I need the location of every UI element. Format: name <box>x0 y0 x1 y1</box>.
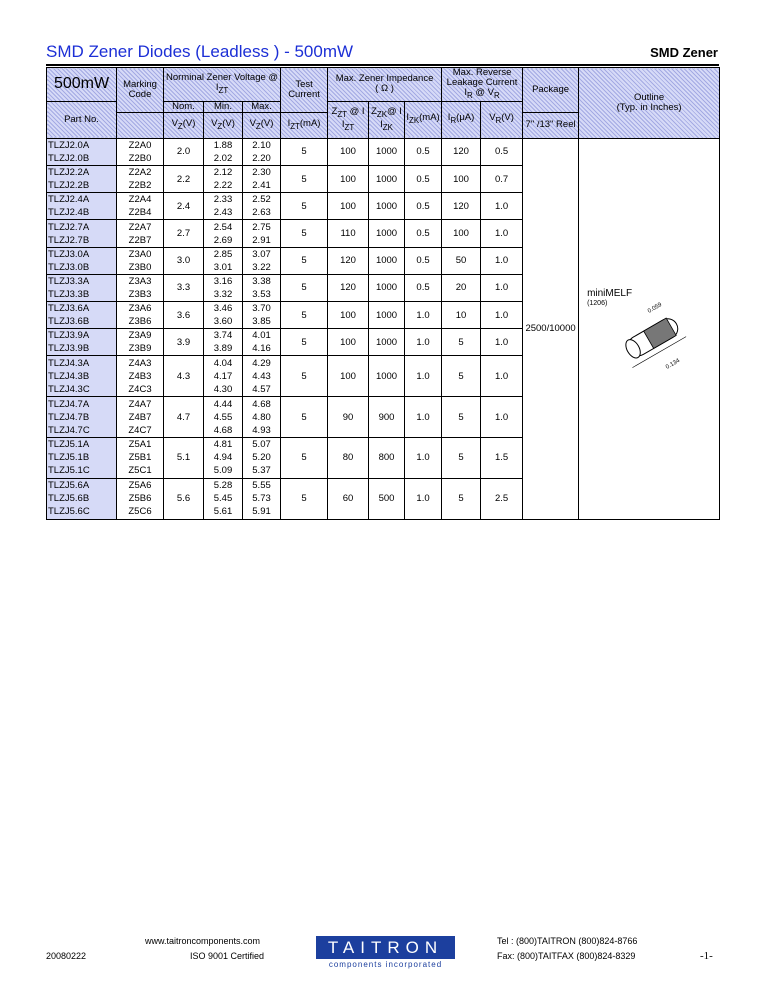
table-row <box>47 138 720 165</box>
part-no-cell <box>47 478 117 519</box>
part-no-cell-line: TLZJ2.7B <box>48 234 90 246</box>
part-no-cell <box>47 220 117 247</box>
part-no-cell-line: TLZJ3.0A <box>48 248 90 260</box>
vz-nom-cell: 5.6 <box>164 478 204 519</box>
spec-table <box>46 67 720 520</box>
part-no-cell-line: TLZJ4.7A <box>48 398 90 410</box>
marking-code-cell <box>117 193 164 220</box>
outline-label: miniMELF (1206) <box>587 287 633 307</box>
ir-cell: 50 <box>442 247 481 274</box>
izt-header: $I_{ZT}(mA)$ <box>281 112 328 138</box>
brand-label: SMD Zener <box>650 45 718 60</box>
vz-max-cell <box>243 220 281 247</box>
marking-code-cell <box>117 437 164 478</box>
leakage-header: Max. Reverse Leakage Current $I_R$ @ $V_R$ <box>442 68 523 102</box>
marking-code-cell <box>117 356 164 397</box>
vz-min-cell-line: 3.16 <box>213 275 233 287</box>
part-no-cell-line: TLZJ5.1A <box>48 439 90 451</box>
marking-code-cell-line: Z2B7 <box>128 234 152 246</box>
izk-cell: 1.0 <box>405 302 442 329</box>
marking-code-cell-line: Z5A1 <box>128 439 152 451</box>
ir-cell: 5 <box>442 397 481 438</box>
vz-max-cell-line: 3.70 <box>252 303 271 315</box>
part-no-cell-line: TLZJ2.4B <box>48 207 90 219</box>
part-no-cell <box>47 302 117 329</box>
izk-cell: 1.0 <box>405 397 442 438</box>
vr-cell: 1.0 <box>481 302 523 329</box>
vz-min-cell-line: 2.12 <box>213 167 233 179</box>
marking-code-cell-line: Z5C6 <box>128 506 152 518</box>
marking-code-cell-line: Z4B7 <box>128 411 152 423</box>
zzt-cell: 60 <box>328 478 369 519</box>
vz-min-cell <box>204 478 243 519</box>
part-no-cell-line: TLZJ2.0A <box>48 139 90 151</box>
vz-max-cell <box>243 193 281 220</box>
vz-max-cell-line: 5.55 <box>252 480 271 492</box>
vz-nom-cell: 3.0 <box>164 247 204 274</box>
marking-code-cell-line: Z3A3 <box>128 275 152 287</box>
vz-min-cell <box>204 138 243 165</box>
vz-min-cell-line: 2.33 <box>213 194 233 206</box>
vz-min-cell-line: 2.85 <box>213 248 233 260</box>
part-no-cell-line: TLZJ4.7C <box>48 424 90 436</box>
marking-code-cell-line: Z2A0 <box>128 139 152 151</box>
outline-cell <box>579 138 720 519</box>
vz-max-cell-line: 2.75 <box>252 221 271 233</box>
marking-code-cell-line: Z5B6 <box>128 493 152 505</box>
part-no-cell-line: TLZJ2.2A <box>48 167 90 179</box>
izk-cell: 1.0 <box>405 356 442 397</box>
max-header: Max. <box>243 101 281 112</box>
marking-code-cell-line: Z2A2 <box>128 167 152 179</box>
vz-min-cell <box>204 193 243 220</box>
vz-nom-cell: 5.1 <box>164 437 204 478</box>
part-no-cell-line: TLZJ4.3C <box>48 383 90 395</box>
part-no-cell-line: TLZJ3.6B <box>48 316 90 328</box>
vz-max-cell-line: 4.43 <box>252 370 271 382</box>
vz-max-cell <box>243 437 281 478</box>
vz-min-header: $V_Z(V)$ <box>204 112 243 138</box>
vz-max-cell <box>243 138 281 165</box>
izt-cell: 5 <box>281 329 328 356</box>
part-no-cell-line: TLZJ3.3B <box>48 288 90 300</box>
page-number: -1- <box>700 950 713 962</box>
vz-max-cell-line: 2.20 <box>252 152 271 164</box>
marking-code-cell-line: Z5C1 <box>128 465 152 477</box>
vz-max-cell-line: 4.93 <box>252 424 271 436</box>
vz-max-header: $V_Z(V)$ <box>243 112 281 138</box>
vz-max-cell-line: 3.85 <box>252 316 271 328</box>
part-no-cell-line: TLZJ3.6A <box>48 303 90 315</box>
zzk-cell: 1000 <box>369 166 405 193</box>
marking-code-cell <box>117 329 164 356</box>
vz-min-cell <box>204 247 243 274</box>
vz-min-cell-line: 5.28 <box>213 480 233 492</box>
table-body <box>47 138 720 519</box>
marking-code-cell-line: Z3A9 <box>128 330 152 342</box>
part-no-cell-line: TLZJ2.2B <box>48 180 90 192</box>
zzt-cell: 100 <box>328 166 369 193</box>
vz-min-cell-line: 3.32 <box>213 288 233 300</box>
ir-cell: 100 <box>442 166 481 193</box>
vz-max-cell-line: 4.01 <box>252 330 271 342</box>
vz-max-cell-line: 5.20 <box>252 452 271 464</box>
vz-min-cell-line: 4.30 <box>213 383 233 395</box>
doc-date: 20080222 <box>46 951 87 961</box>
vz-max-cell-line: 4.29 <box>252 357 271 369</box>
vz-min-cell-line: 1.88 <box>213 139 233 151</box>
package-cell: 2500/10000 <box>523 138 579 519</box>
vz-max-cell-line: 4.80 <box>252 411 271 423</box>
vz-max-cell-line: 2.30 <box>252 167 271 179</box>
zzt-cell: 100 <box>328 356 369 397</box>
zzk-header: $Z_{ZK}@$ I $I_{ZK}$ <box>369 101 405 138</box>
ir-cell: 10 <box>442 302 481 329</box>
marking-code-cell-line: Z3B3 <box>128 288 152 300</box>
part-no-cell <box>47 193 117 220</box>
vz-min-cell-line: 5.09 <box>213 465 233 477</box>
marking-code-cell-line: Z3A0 <box>128 248 152 260</box>
part-no-cell-line: TLZJ2.4A <box>48 194 90 206</box>
vz-min-cell-line: 5.45 <box>213 493 233 505</box>
marking-code-cell <box>117 247 164 274</box>
vz-min-cell <box>204 397 243 438</box>
vz-max-cell-line: 3.53 <box>252 288 271 300</box>
ir-cell: 120 <box>442 193 481 220</box>
vz-max-cell <box>243 478 281 519</box>
izt-cell: 5 <box>281 247 328 274</box>
marking-code-cell-line: Z4A7 <box>128 398 152 410</box>
zzt-cell: 90 <box>328 397 369 438</box>
minimelf-drawing-icon <box>609 299 699 379</box>
fax-number: Fax: (800)TAITFAX (800)824-8329 <box>497 951 636 961</box>
test-current-header: Test Current <box>281 68 328 113</box>
vz-min-cell-line: 2.69 <box>213 234 233 246</box>
zzt-header: $Z_{ZT}$ @ I $I_{ZT}$ <box>328 101 369 138</box>
izt-cell: 5 <box>281 478 328 519</box>
izt-cell: 5 <box>281 193 328 220</box>
vz-nom-cell: 4.3 <box>164 356 204 397</box>
izk-cell: 0.5 <box>405 274 442 301</box>
vz-nom-header: $V_Z(V)$ <box>164 112 204 138</box>
marking-code-header: Marking Code <box>117 68 164 113</box>
zzt-cell: 100 <box>328 138 369 165</box>
part-no-cell <box>47 138 117 165</box>
vz-max-cell <box>243 329 281 356</box>
marking-code-cell-line: Z3A6 <box>128 303 152 315</box>
marking-code-cell-line: Z3B9 <box>128 343 152 355</box>
marking-code-cell <box>117 138 164 165</box>
vz-min-cell-line: 3.01 <box>213 261 233 273</box>
part-no-header: Part No. <box>47 101 117 138</box>
part-no-cell-line: TLZJ5.1B <box>48 452 90 464</box>
zzk-cell: 900 <box>369 397 405 438</box>
marking-code-subheader <box>117 112 164 138</box>
zzt-cell: 100 <box>328 329 369 356</box>
title-rule <box>46 64 719 66</box>
ir-cell: 5 <box>442 478 481 519</box>
vz-nom-cell: 2.4 <box>164 193 204 220</box>
part-no-cell-line: TLZJ3.0B <box>48 261 90 273</box>
zzk-cell: 1000 <box>369 193 405 220</box>
vz-nom-cell: 2.7 <box>164 220 204 247</box>
vz-max-cell <box>243 397 281 438</box>
ir-cell: 120 <box>442 138 481 165</box>
vz-nom-cell: 2.0 <box>164 138 204 165</box>
marking-code-cell-line: Z3B6 <box>128 316 152 328</box>
marking-code-cell <box>117 166 164 193</box>
marking-code-cell-line: Z2B2 <box>128 180 152 192</box>
marking-code-cell-line: Z2B0 <box>128 152 152 164</box>
vz-max-cell <box>243 274 281 301</box>
part-no-cell <box>47 437 117 478</box>
page-title: SMD Zener Diodes (Leadless ) - 500mW <box>46 42 354 61</box>
vz-min-cell-line: 4.81 <box>213 439 233 451</box>
marking-code-cell-line: Z4A3 <box>128 357 152 369</box>
part-no-cell-line: TLZJ5.6B <box>48 493 90 505</box>
vz-max-cell <box>243 302 281 329</box>
vz-max-cell-line: 2.63 <box>252 207 271 219</box>
izt-cell: 5 <box>281 356 328 397</box>
izk-cell: 0.5 <box>405 193 442 220</box>
marking-code-cell-line: Z5A6 <box>128 480 152 492</box>
vz-min-cell-line: 4.44 <box>213 398 233 410</box>
vz-nom-cell: 3.3 <box>164 274 204 301</box>
nom-header: Nom. <box>164 101 204 112</box>
website-link[interactable]: www.taitroncomponents.com <box>145 936 261 946</box>
vz-min-cell-line: 4.68 <box>213 424 233 436</box>
zzt-cell: 100 <box>328 193 369 220</box>
vz-max-cell-line: 4.68 <box>252 398 271 410</box>
vz-min-cell <box>204 329 243 356</box>
vz-max-cell-line: 2.52 <box>252 194 271 206</box>
ir-cell: 20 <box>442 274 481 301</box>
vz-min-cell <box>204 166 243 193</box>
min-header: Min. <box>204 101 243 112</box>
zzk-cell: 1000 <box>369 138 405 165</box>
tel-number: Tel : (800)TAITRON (800)824-8766 <box>497 936 638 946</box>
vr-cell: 1.0 <box>481 193 523 220</box>
izk-cell: 0.5 <box>405 220 442 247</box>
impedance-header: Max. Zener Impedance ( Ω ) <box>328 68 442 102</box>
marking-code-cell <box>117 302 164 329</box>
part-no-cell-line: TLZJ4.7B <box>48 411 90 423</box>
izt-cell: 5 <box>281 397 328 438</box>
table-header <box>47 68 720 139</box>
zzk-cell: 1000 <box>369 247 405 274</box>
vz-min-cell-line: 2.22 <box>213 180 233 192</box>
part-no-cell-line: TLZJ3.9A <box>48 330 90 342</box>
vz-min-cell-line: 2.02 <box>213 152 233 164</box>
vz-max-cell-line: 2.10 <box>252 139 271 151</box>
zzk-cell: 800 <box>369 437 405 478</box>
ir-cell: 5 <box>442 356 481 397</box>
zzk-cell: 1000 <box>369 356 405 397</box>
marking-code-cell-line: Z2B4 <box>128 207 152 219</box>
vz-min-cell-line: 3.89 <box>213 343 233 355</box>
part-no-cell <box>47 166 117 193</box>
part-no-cell <box>47 247 117 274</box>
zzk-cell: 1000 <box>369 302 405 329</box>
vz-max-cell-line: 5.07 <box>252 439 271 451</box>
izt-cell: 5 <box>281 220 328 247</box>
marking-code-cell <box>117 397 164 438</box>
izk-cell: 0.5 <box>405 247 442 274</box>
ir-cell: 5 <box>442 437 481 478</box>
vz-max-cell <box>243 166 281 193</box>
part-no-cell-line: TLZJ5.1C <box>48 465 90 477</box>
package-header: Package <box>523 68 579 113</box>
vz-nom-cell: 2.2 <box>164 166 204 193</box>
vz-max-cell <box>243 356 281 397</box>
marking-code-cell-line: Z2A4 <box>128 194 152 206</box>
marking-code-cell-line: Z4C3 <box>128 383 152 395</box>
vz-min-cell-line: 4.04 <box>213 357 233 369</box>
izk-cell: 1.0 <box>405 478 442 519</box>
dim-a-label: 0.059 <box>647 301 664 315</box>
vz-min-cell-line: 2.54 <box>213 221 233 233</box>
zzk-cell: 500 <box>369 478 405 519</box>
part-no-cell <box>47 274 117 301</box>
taitron-logo-subtitle: components incorporated <box>328 960 443 969</box>
vz-max-cell-line: 2.91 <box>252 234 271 246</box>
vz-max-cell-line: 3.22 <box>252 261 271 273</box>
izt-cell: 5 <box>281 274 328 301</box>
marking-code-cell-line: Z2A7 <box>128 221 152 233</box>
izk-cell: 0.5 <box>405 138 442 165</box>
marking-code-cell <box>117 274 164 301</box>
izt-cell: 5 <box>281 166 328 193</box>
vz-max-cell-line: 5.73 <box>252 493 271 505</box>
zzt-cell: 120 <box>328 274 369 301</box>
vz-min-cell <box>204 220 243 247</box>
vr-cell: 1.0 <box>481 220 523 247</box>
part-no-cell-line: TLZJ4.3A <box>48 357 90 369</box>
izt-cell: 5 <box>281 437 328 478</box>
outline-header: Outline (Typ. in Inches) <box>579 68 720 139</box>
vz-min-cell-line: 4.55 <box>213 411 233 423</box>
part-no-cell-line: TLZJ2.7A <box>48 221 90 233</box>
zzk-cell: 1000 <box>369 274 405 301</box>
vz-nom-cell: 4.7 <box>164 397 204 438</box>
part-no-cell <box>47 397 117 438</box>
part-no-cell-line: TLZJ2.0B <box>48 152 90 164</box>
vz-min-cell <box>204 356 243 397</box>
part-no-cell <box>47 329 117 356</box>
zzk-cell: 1000 <box>369 329 405 356</box>
vr-cell: 1.0 <box>481 397 523 438</box>
vr-cell: 0.7 <box>481 166 523 193</box>
rating-header: 500mW <box>47 68 117 102</box>
vz-max-cell <box>243 247 281 274</box>
zzt-cell: 120 <box>328 247 369 274</box>
reel-header: 7" /13" Reel <box>523 112 579 138</box>
vz-min-cell <box>204 437 243 478</box>
zzk-cell: 1000 <box>369 220 405 247</box>
part-no-cell <box>47 356 117 397</box>
part-no-cell-line: TLZJ4.3B <box>48 370 90 382</box>
marking-code-cell-line: Z4C7 <box>128 424 152 436</box>
part-no-cell-line: TLZJ3.3A <box>48 275 90 287</box>
vr-cell: 1.0 <box>481 247 523 274</box>
vr-cell: 1.0 <box>481 329 523 356</box>
marking-code-cell-line: Z5B1 <box>128 452 152 464</box>
marking-code-cell-line: Z4B3 <box>128 370 152 382</box>
vr-cell: 0.5 <box>481 138 523 165</box>
vz-nom-cell: 3.9 <box>164 329 204 356</box>
ir-header: $I_R(\mu A)$ <box>442 101 481 138</box>
vz-max-cell-line: 3.38 <box>252 275 271 287</box>
vr-cell: 1.5 <box>481 437 523 478</box>
marking-code-cell-line: Z3B0 <box>128 261 152 273</box>
dim-b-label: 0.134 <box>665 357 682 371</box>
ir-cell: 100 <box>442 220 481 247</box>
marking-code-cell <box>117 220 164 247</box>
zzt-cell: 80 <box>328 437 369 478</box>
ir-cell: 5 <box>442 329 481 356</box>
izt-cell: 5 <box>281 138 328 165</box>
vz-min-cell-line: 2.43 <box>213 207 233 219</box>
vz-max-cell-line: 4.16 <box>252 343 271 355</box>
vz-max-cell-line: 2.41 <box>252 180 271 192</box>
taitron-logo: TAITRON <box>316 936 455 959</box>
vz-min-cell <box>204 302 243 329</box>
part-no-cell-line: TLZJ5.6A <box>48 480 90 492</box>
vz-min-cell-line: 3.74 <box>213 330 233 342</box>
izk-cell: 1.0 <box>405 329 442 356</box>
vz-min-cell-line: 4.17 <box>213 370 233 382</box>
vr-cell: 2.5 <box>481 478 523 519</box>
vz-nom-cell: 3.6 <box>164 302 204 329</box>
izk-cell: 0.5 <box>405 166 442 193</box>
part-no-cell-line: TLZJ3.9B <box>48 343 90 355</box>
vr-cell: 1.0 <box>481 356 523 397</box>
vz-min-cell-line: 3.46 <box>213 303 233 315</box>
zzt-cell: 110 <box>328 220 369 247</box>
vz-max-cell-line: 4.57 <box>252 383 271 395</box>
izk-cell: 1.0 <box>405 437 442 478</box>
part-no-cell-line: TLZJ5.6C <box>48 506 90 518</box>
vr-cell: 1.0 <box>481 274 523 301</box>
vz-min-cell-line: 3.60 <box>213 316 233 328</box>
nominal-voltage-header: Norminal Zener Voltage @ $I_{ZT}$ <box>164 68 281 102</box>
vz-max-cell-line: 5.37 <box>252 465 271 477</box>
izt-cell: 5 <box>281 302 328 329</box>
vz-min-cell <box>204 274 243 301</box>
iso-certification: ISO 9001 Certified <box>190 951 265 961</box>
vz-min-cell-line: 4.94 <box>213 452 233 464</box>
izk-header: $I_{ZK}(mA)$ <box>405 101 442 138</box>
vz-max-cell-line: 5.91 <box>252 506 271 518</box>
vz-max-cell-line: 3.07 <box>252 248 271 260</box>
zzt-cell: 100 <box>328 302 369 329</box>
vr-header: $V_R(V)$ <box>481 101 523 138</box>
vz-min-cell-line: 5.61 <box>213 506 233 518</box>
marking-code-cell <box>117 478 164 519</box>
